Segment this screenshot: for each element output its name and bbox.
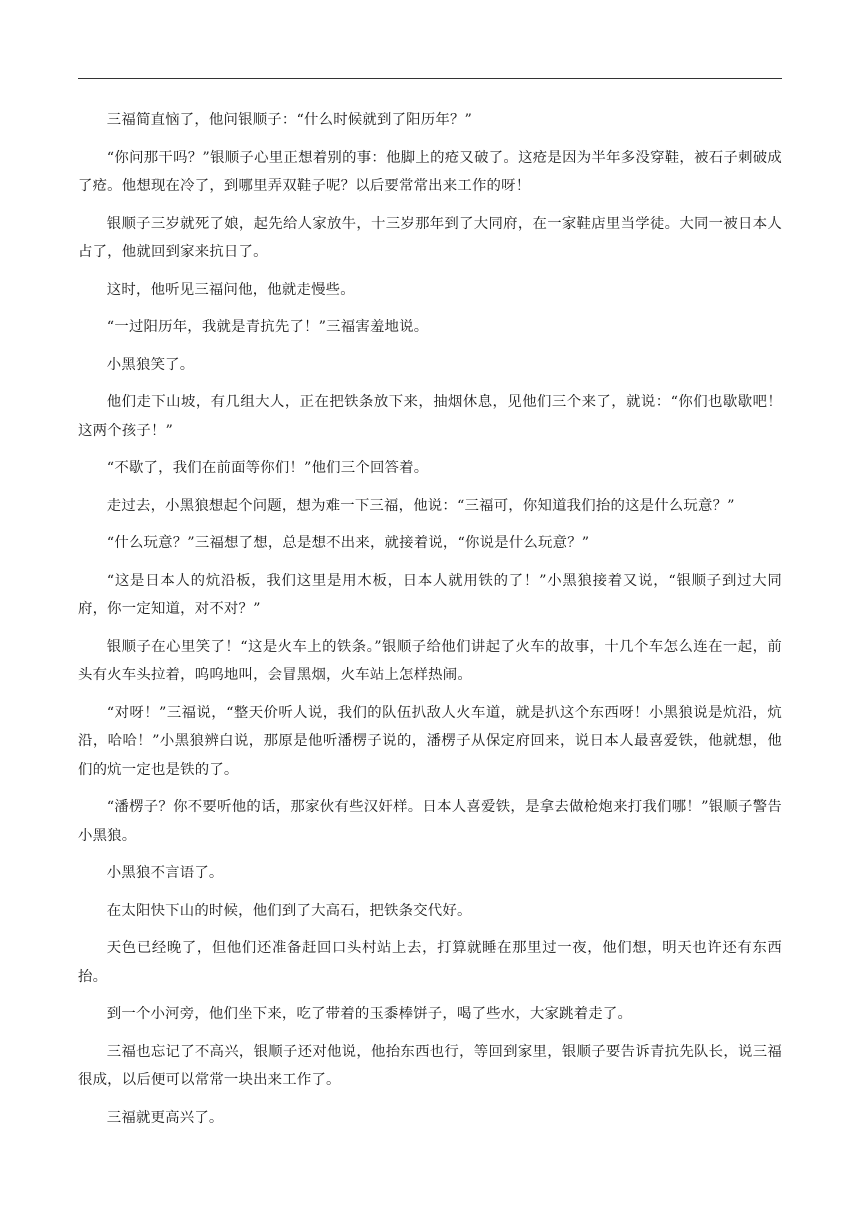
paragraph-3: 银顺子三岁就死了娘，起先给人家放牛，十三岁那年到了大同府，在一家鞋店里当学徒。大同一被日本人占了，他就回到家来抗日了。	[78, 215, 782, 260]
paragraph-12: 银顺子在心里笑了！“这是火车上的铁条。”银顺子给他们讲起了火车的故事，十几个车怎么连在一起，前头有火车头拉着，呜呜地叫，会冒黑烟，火车站上怎样热闹。	[78, 638, 782, 683]
header-rule	[78, 78, 782, 79]
paragraph-18: 到一个小河旁，他们坐下来，吃了带着的玉黍棒饼子，喝了些水，大家跳着走了。	[106, 1006, 633, 1022]
paragraph-4: 这时，他听见三福问他，他就走慢些。	[106, 281, 355, 298]
paragraph-10: “什么玩意？”三福想了想，总是想不出来，就接着说，“你说是什么玩意？”	[106, 535, 590, 551]
paragraph-19: 三福也忘记了不高兴，银顺子还对他说，他抬东西也行，等回到家里，银顺子要告诉青抗先队长，说三福很成，以后便可以常常一块出来工作了。	[78, 1043, 782, 1088]
paragraph-5: “一过阳历年，我就是青抗先了！”三福害羞地说。	[106, 319, 429, 335]
paragraph-15: 小黑狼不言语了。	[106, 865, 224, 881]
paragraph-16: 在太阳快下山的时候，他们到了大高石，把铁条交代好。	[106, 902, 472, 919]
paragraph-1: 三福简直恼了，他问银顺子：“什么时候就到了阳历年？”	[106, 112, 473, 128]
paragraph-17: 天色已经晚了，但他们还准备赶回口头村站上去，打算就睡在那里过一夜，他们想，明天也许还有东西抬。	[78, 940, 782, 985]
paragraph-2: “你问那干吗？”银顺子心里正想着别的事：他脚上的疮又破了。这疮是因为半年多没穿鞋，被石子刺破成了疮。他想现在冷了，到哪里弄双鞋子呢？以后要常常出来工作的呀！	[78, 149, 782, 194]
paragraph-8: “不歇了，我们在前面等你们！”他们三个回答着。	[106, 460, 429, 476]
paragraph-14: “潘楞子？你不要听他的话，那家伙有些汉奸样。日本人喜爱铁，是拿去做枪炮来打我们哪！”银顺子警告小黑狼。	[78, 799, 782, 844]
paragraph-20: 三福就更高兴了。	[106, 1109, 224, 1126]
paragraph-9: 走过去，小黑狼想起个问题，想为难一下三福，他说：“三福可，你知道我们抬的这是什么玩意？”	[106, 497, 735, 514]
paragraph-7: 他们走下山坡，有几组大人，正在把铁条放下来，抽烟休息，见他们三个来了，就说：“你们也歇歇吧！这两个孩子！”	[78, 394, 782, 439]
paragraph-6: 小黑狼笑了。	[106, 356, 195, 373]
paragraph-13: “对呀！”三福说，“整天价听人说，我们的队伍扒敌人火车道，就是扒这个东西呀！小黑狼说是炕沿，炕沿，哈哈！”小黑狼辨白说，那原是他听潘楞子说的，潘楞子从保定府回来，说日本人最喜爱铁，他就想，他们的炕一定也是铁的了。	[78, 704, 782, 778]
paragraph-11: “这是日本人的炕沿板，我们这里是用木板，日本人就用铁的了！”小黑狼接着又说，“银顺子到过大同府，你一定知道，对不对？”	[78, 572, 782, 617]
story-text	[78, 106, 782, 1141]
